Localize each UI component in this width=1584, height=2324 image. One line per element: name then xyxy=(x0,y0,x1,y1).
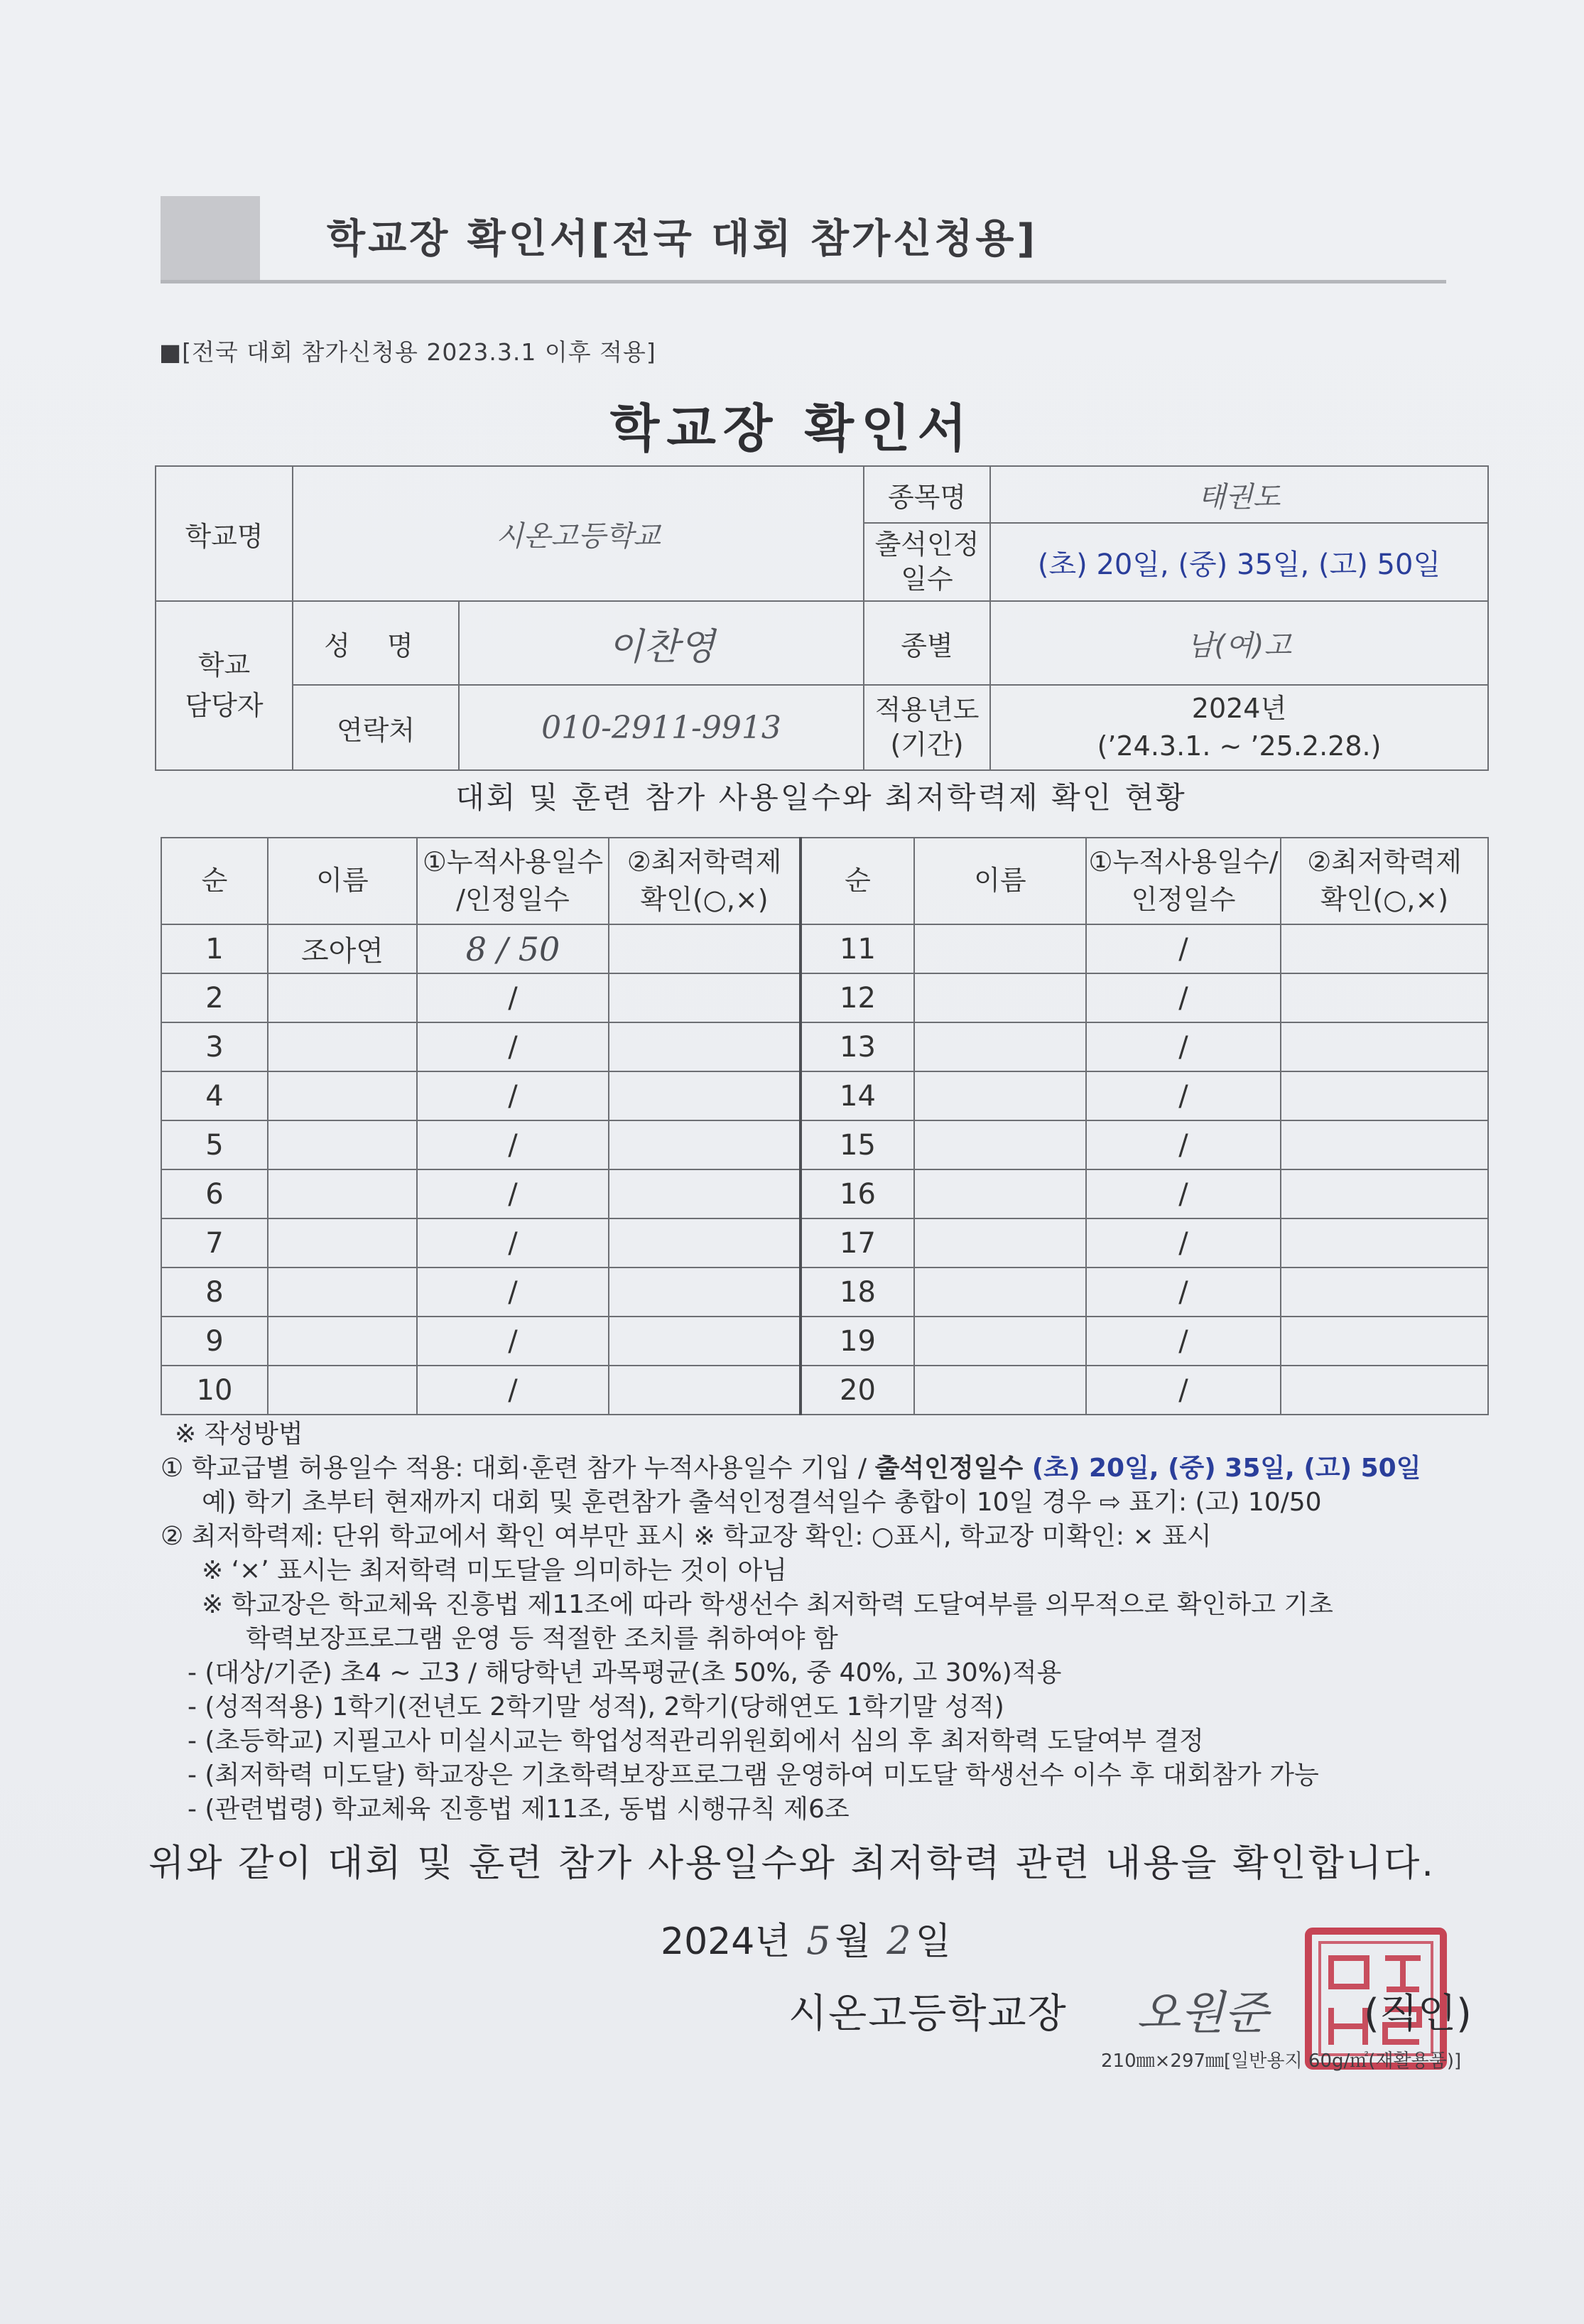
type-label: 종별 xyxy=(864,601,990,685)
roster-left-check xyxy=(609,1120,801,1169)
note-2: ② 최저학력제: 단위 학교에서 확인 여부만 표시 ※ 학교장 확인: ○표시, 학교장 미확인: × 표시 xyxy=(161,1522,1212,1551)
col-seq-left: 순 xyxy=(161,838,268,924)
roster-left-check xyxy=(609,1071,801,1120)
roster-left-name xyxy=(268,1071,417,1120)
roster-left-name xyxy=(268,1120,417,1169)
confirm-statement: 위와 같이 대회 및 훈련 참가 사용일수와 최저학력 관련 내용을 확인합니다. xyxy=(148,1842,1436,1885)
contact-value: 010-2911-9913 xyxy=(459,685,864,770)
notes-heading: ※ 작성방법 xyxy=(175,1420,303,1449)
roster-left-no: 10 xyxy=(161,1366,268,1415)
paper-spec: 210㎜×297㎜[일반용지 60g/㎡(재활용품)] xyxy=(1101,2050,1462,2072)
roster-left-no: 3 xyxy=(161,1022,268,1071)
note-9: - (최저학력 미도달) 학교장은 기초학력보장프로그램 운영하여 미도달 학생선수 이수 후 대회참가 가능 xyxy=(188,1761,1319,1790)
col-name-right: 이름 xyxy=(914,838,1086,924)
roster-right-days: / xyxy=(1086,1317,1281,1366)
roster-right-no: 18 xyxy=(801,1268,914,1317)
school-value: 시온고등학교 xyxy=(293,466,864,601)
col-name-left: 이름 xyxy=(268,838,417,924)
roster-left-check xyxy=(609,973,801,1022)
roster-left-name xyxy=(268,1317,417,1366)
issue-date xyxy=(661,1911,951,1964)
roster-left-days: / xyxy=(417,1120,609,1169)
roster-right-no: 11 xyxy=(801,924,914,973)
roster-right-days: / xyxy=(1086,924,1281,973)
roster-left-name xyxy=(268,973,417,1022)
roster-right-no: 20 xyxy=(801,1366,914,1415)
note-8: - (초등학교) 지필고사 미실시교는 학업성적관리위원회에서 심의 후 최저학력 도달여부 결정 xyxy=(188,1726,1204,1756)
roster-left-name xyxy=(268,1169,417,1218)
note-4: ※ 학교장은 학교체육 진흥법 제11조에 따라 학생선수 최저학력 도달여부를 의무적으로 확인하고 기초 xyxy=(202,1590,1333,1619)
date-year: 2024년 xyxy=(661,1920,791,1963)
roster-right-check xyxy=(1281,1218,1488,1268)
roster-right-name xyxy=(914,1022,1086,1071)
roster-left-no: 7 xyxy=(161,1218,268,1268)
note-1c: (초) 20일, (중) 35일, (고) 50일 xyxy=(1023,1454,1421,1483)
roster-right-days: / xyxy=(1086,1022,1281,1071)
roster-left-check xyxy=(609,1169,801,1218)
roster-left-check xyxy=(609,1022,801,1071)
roster-right-days: / xyxy=(1086,1366,1281,1415)
roster-left-days: / xyxy=(417,1071,609,1120)
roster-right-name xyxy=(914,973,1086,1022)
roster-left-no: 1 xyxy=(161,924,268,973)
roster-right-days: / xyxy=(1086,973,1281,1022)
roster-right-check xyxy=(1281,1022,1488,1071)
period-value: (’24.3.1. ~ ’25.2.28.) xyxy=(1097,730,1382,762)
roster-right-name xyxy=(914,1071,1086,1120)
roster-right-name xyxy=(914,1120,1086,1169)
roster-left-check xyxy=(609,1218,801,1268)
roster-right-no: 15 xyxy=(801,1120,914,1169)
col-seq-right: 순 xyxy=(801,838,914,924)
name-label: 성 명 xyxy=(293,601,459,685)
roster-right-days: / xyxy=(1086,1071,1281,1120)
roster-left-check xyxy=(609,1317,801,1366)
type-value: 남(여)고 xyxy=(990,601,1488,685)
roster-left-no: 5 xyxy=(161,1120,268,1169)
date-month: 5 xyxy=(806,1918,831,1963)
event-label: 종목명 xyxy=(864,466,990,523)
header-divider xyxy=(161,280,1446,283)
roster-right-name xyxy=(914,1317,1086,1366)
date-day-unit: 일 xyxy=(915,1920,951,1963)
year-value: 2024년 xyxy=(1191,692,1287,724)
roster-left-no: 6 xyxy=(161,1169,268,1218)
note-1d: 예) 학기 초부터 현재까지 대회 및 훈련참가 출석인정결석일수 총합이 10일 경우 ⇨ 표기: (고) 10/50 xyxy=(202,1488,1322,1517)
roster-right-no: 19 xyxy=(801,1317,914,1366)
table-row xyxy=(161,924,1488,973)
roster-right-name xyxy=(914,924,1086,973)
col-check-right: ②최저학력제 확인(○,×) xyxy=(1281,838,1488,924)
note-10: - (관련법령) 학교체육 진흥법 제11조, 동법 시행규칙 제6조 xyxy=(188,1795,850,1824)
info-table xyxy=(155,465,1489,771)
table-row xyxy=(161,1022,1488,1071)
instructions xyxy=(161,1417,1496,1827)
roster-right-name xyxy=(914,1366,1086,1415)
roster-left-no: 9 xyxy=(161,1317,268,1366)
table-row xyxy=(161,1366,1488,1415)
roster-left-check xyxy=(609,1268,801,1317)
principal-title: 시온고등학교장 xyxy=(788,1991,1068,2037)
note-3: ※ ‘×’ 표시는 최저학력 미도달을 의미하는 것이 아님 xyxy=(202,1556,788,1585)
roster-left-no: 8 xyxy=(161,1268,268,1317)
roster-right-no: 12 xyxy=(801,973,914,1022)
roster-right-name xyxy=(914,1268,1086,1317)
contact-label: 연락처 xyxy=(293,685,459,770)
header-accent-bar xyxy=(161,196,260,281)
table-row xyxy=(161,1169,1488,1218)
roster-right-check xyxy=(1281,973,1488,1022)
date-day: 2 xyxy=(886,1918,911,1963)
roster-left-days: / xyxy=(417,1022,609,1071)
school-label: 학교명 xyxy=(156,466,293,601)
roster-left-name xyxy=(268,1218,417,1268)
section-title: 대회 및 훈련 참가 사용일수와 최저학력제 확인 현황 xyxy=(455,780,1187,815)
col-days-left: ①누적사용일수 /인정일수 xyxy=(417,838,609,924)
roster-right-days: / xyxy=(1086,1120,1281,1169)
table-row xyxy=(161,973,1488,1022)
roster-left-days: / xyxy=(417,1366,609,1415)
roster-right-name xyxy=(914,1169,1086,1218)
seal-label: (직인) xyxy=(1364,1991,1472,2037)
form-subnote: ■[전국 대회 참가신청용 2023.3.1 이후 적용] xyxy=(159,338,656,366)
roster-right-check xyxy=(1281,1317,1488,1366)
roster-right-check xyxy=(1281,924,1488,973)
note-5: 학력보장프로그램 운영 등 적절한 조치를 취하여야 함 xyxy=(246,1624,838,1653)
table-row xyxy=(161,1218,1488,1268)
name-value: 이찬영 xyxy=(459,601,864,685)
roster-left-days: / xyxy=(417,1317,609,1366)
roster-left-check xyxy=(609,924,801,973)
col-check-left: ②최저학력제 확인(○,×) xyxy=(609,838,801,924)
roster-right-check xyxy=(1281,1268,1488,1317)
note-7: - (성적적용) 1학기(전년도 2학기말 성적), 2학기(당해연도 1학기말 성적) xyxy=(188,1692,1004,1722)
table-row xyxy=(161,1071,1488,1120)
roster-left-name xyxy=(268,1366,417,1415)
roster-left-name xyxy=(268,1268,417,1317)
manager-label: 학교 담당자 xyxy=(156,601,293,770)
roster-right-days: / xyxy=(1086,1218,1281,1268)
year-label: 적용년도 (기간) xyxy=(864,685,990,770)
roster-right-check xyxy=(1281,1071,1488,1120)
header-title: 학교장 확인서[전국 대회 참가신청용] xyxy=(327,216,1038,262)
note-1a: ① 학교급별 허용일수 적용: 대회·훈련 참가 누적사용일수 기입 / xyxy=(161,1454,875,1483)
roster-table xyxy=(161,837,1489,1415)
roster-right-name xyxy=(914,1218,1086,1268)
attendance-value: (초) 20일, (중) 35일, (고) 50일 xyxy=(990,523,1488,601)
table-row xyxy=(161,1268,1488,1317)
roster-left-no: 4 xyxy=(161,1071,268,1120)
roster-right-check xyxy=(1281,1366,1488,1415)
roster-left-days: / xyxy=(417,973,609,1022)
event-value: 태권도 xyxy=(990,466,1488,523)
attendance-label: 출석인정 일수 xyxy=(864,523,990,601)
roster-right-no: 16 xyxy=(801,1169,914,1218)
roster-right-days: / xyxy=(1086,1169,1281,1218)
roster-left-days: / xyxy=(417,1169,609,1218)
roster-left-name: 조아연 xyxy=(268,924,417,973)
roster-right-no: 17 xyxy=(801,1218,914,1268)
roster-right-no: 13 xyxy=(801,1022,914,1071)
roster-left-days: / xyxy=(417,1268,609,1317)
col-days-right: ①누적사용일수/ 인정일수 xyxy=(1086,838,1281,924)
roster-left-check xyxy=(609,1366,801,1415)
roster-left-days: / xyxy=(417,1218,609,1268)
roster-left-no: 2 xyxy=(161,973,268,1022)
main-title: 학교장 확인서 xyxy=(609,399,975,458)
roster-right-days: / xyxy=(1086,1268,1281,1317)
roster-right-check xyxy=(1281,1120,1488,1169)
table-row xyxy=(161,1120,1488,1169)
roster-left-name xyxy=(268,1022,417,1071)
table-row xyxy=(161,1317,1488,1366)
note-6: - (대상/기준) 초4 ~ 고3 / 해당학년 과목평균(초 50%, 중 40%, 고 30%)적용 xyxy=(188,1658,1062,1687)
roster-left-days: 8 / 50 xyxy=(417,924,609,973)
note-1b: 출석인정일수 xyxy=(874,1454,1024,1483)
year-cell xyxy=(990,685,1488,770)
roster-right-check xyxy=(1281,1169,1488,1218)
note-1 xyxy=(161,1452,1496,1486)
date-month-unit: 월 xyxy=(835,1920,871,1963)
principal-signature: 오원준 xyxy=(1137,1987,1269,2040)
roster-right-no: 14 xyxy=(801,1071,914,1120)
